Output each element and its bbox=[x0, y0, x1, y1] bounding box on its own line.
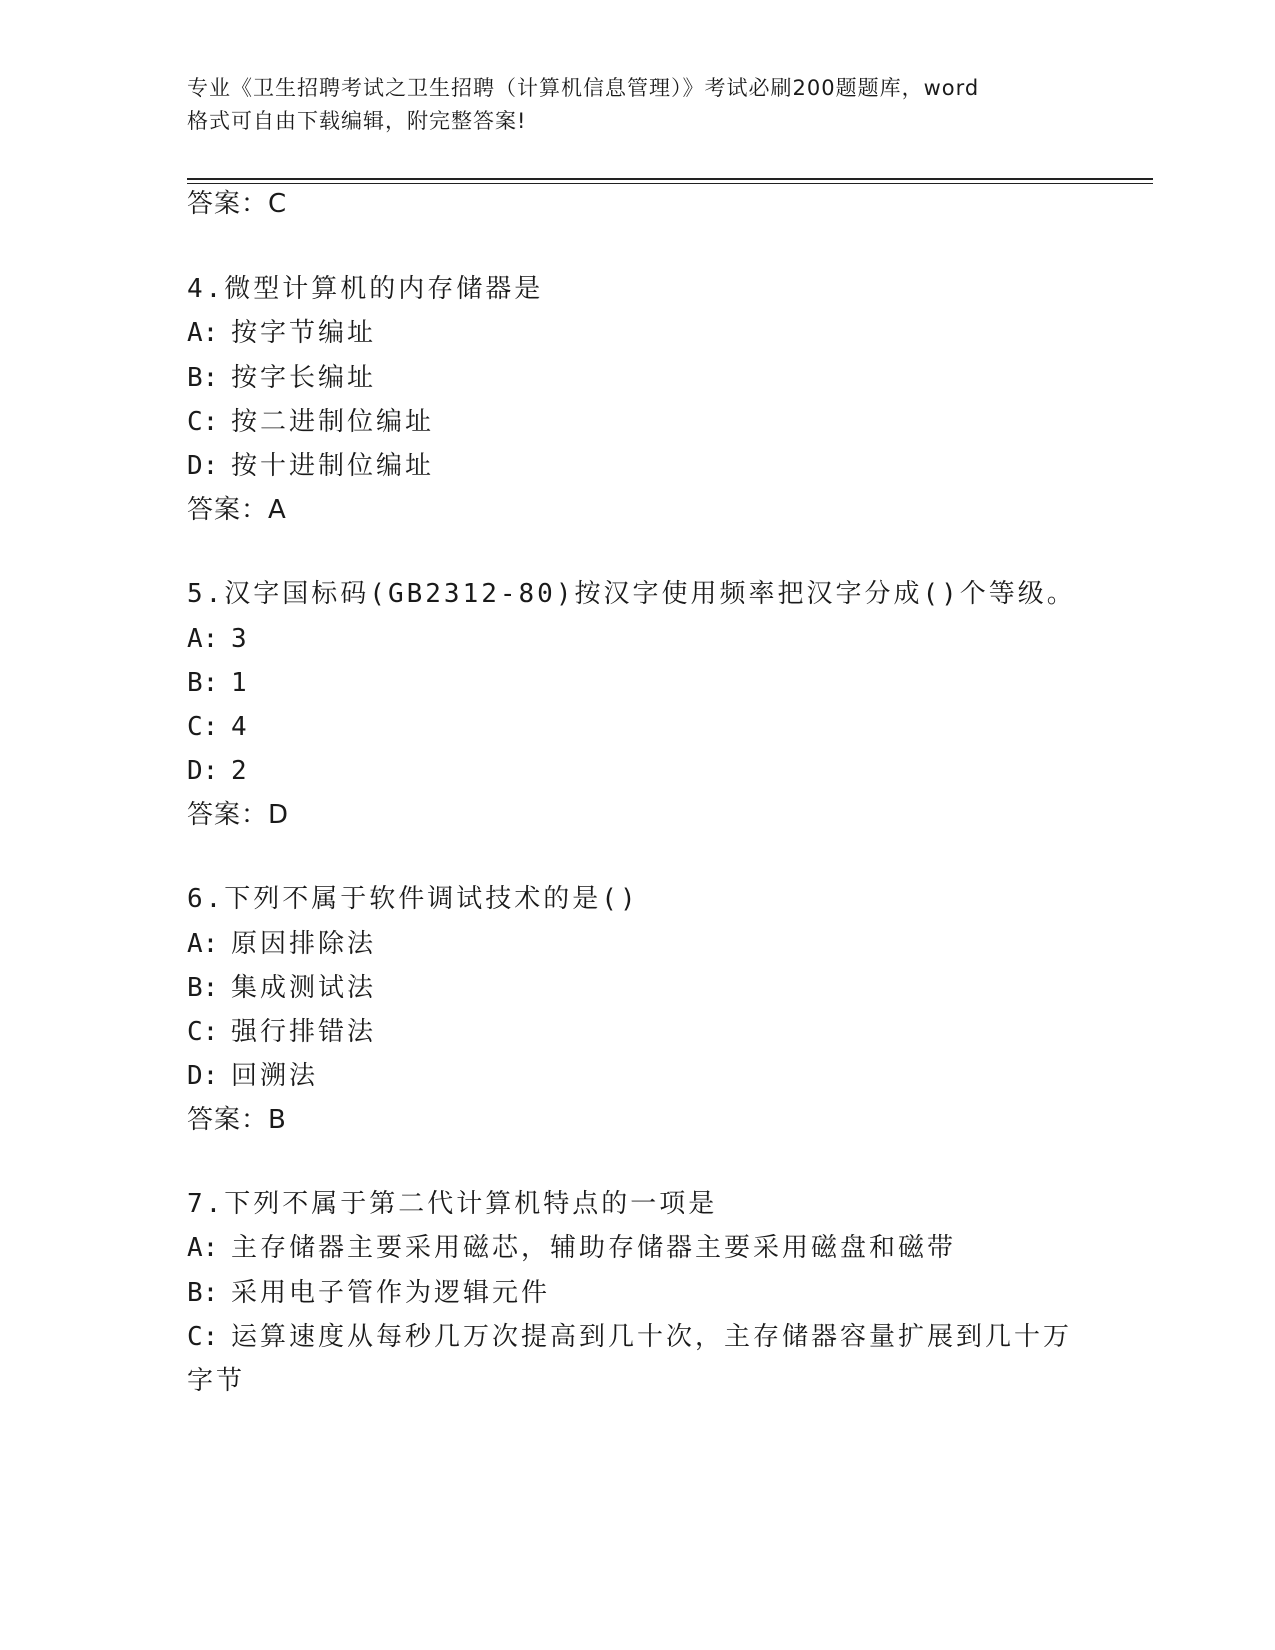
question-6-option-c bbox=[187, 1016, 376, 1048]
option-prefix: B: bbox=[187, 973, 219, 1003]
option-text: 采用电子管作为逻辑元件 bbox=[231, 1278, 551, 1308]
option-text: 集成测试法 bbox=[231, 973, 377, 1003]
option-prefix: C: bbox=[187, 1017, 219, 1047]
option-prefix: B: bbox=[187, 668, 219, 698]
option-text: 回溯法 bbox=[231, 1061, 319, 1091]
question-6-stem: 6.下列不属于软件调试技术的是() bbox=[187, 884, 639, 914]
option-prefix: D: bbox=[187, 451, 219, 481]
option-text: 强行排错法 bbox=[231, 1017, 377, 1047]
header-rule-thick bbox=[187, 178, 1153, 180]
option-prefix: C: bbox=[187, 712, 219, 742]
option-text: 运算速度从每秒几万次提高到几十次，主存储器容量扩展到几十万 bbox=[231, 1322, 1073, 1352]
header-rule-thin bbox=[187, 183, 1153, 184]
question-7-stem: 7.下列不属于第二代计算机特点的一项是 bbox=[187, 1189, 718, 1219]
option-text: 3 bbox=[231, 624, 250, 654]
option-prefix: A: bbox=[187, 318, 219, 348]
header-line-2: 格式可自由下载编辑，附完整答案! bbox=[187, 109, 527, 133]
option-prefix: B: bbox=[187, 1278, 219, 1308]
answer-q3: 答案：C bbox=[187, 189, 288, 219]
question-4-option-d bbox=[187, 450, 434, 482]
option-text: 按二进制位编址 bbox=[231, 407, 435, 437]
question-5-stem: 5.汉字国标码(GB2312-80)按汉字使用频率把汉字分成()个等级。 bbox=[187, 579, 1076, 609]
option-text: 2 bbox=[231, 756, 250, 786]
option-prefix: A: bbox=[187, 624, 219, 654]
option-text: 主存储器主要采用磁芯，辅助存储器主要采用磁盘和磁带 bbox=[231, 1233, 957, 1263]
answer-q5: 答案：D bbox=[187, 800, 290, 830]
question-4-option-c bbox=[187, 406, 434, 438]
question-4-stem: 4.微型计算机的内存储器是 bbox=[187, 274, 544, 304]
question-6-option-b bbox=[187, 972, 376, 1004]
question-7-option-c-continued: 字节 bbox=[187, 1366, 246, 1396]
question-5-option-c bbox=[187, 711, 250, 743]
question-6-option-a bbox=[187, 928, 376, 960]
option-text: 原因排除法 bbox=[231, 929, 377, 959]
question-4-option-b bbox=[187, 362, 376, 394]
option-prefix: B: bbox=[187, 363, 219, 393]
answer-q6: 答案：B bbox=[187, 1105, 287, 1135]
question-7-option-b bbox=[187, 1277, 550, 1309]
document-header bbox=[187, 72, 1087, 138]
option-prefix: A: bbox=[187, 929, 219, 959]
option-text: 按十进制位编址 bbox=[231, 451, 435, 481]
question-5-option-a bbox=[187, 623, 250, 655]
option-text: 1 bbox=[231, 668, 250, 698]
option-prefix: D: bbox=[187, 1061, 219, 1091]
question-6-option-d bbox=[187, 1060, 318, 1092]
option-prefix: A: bbox=[187, 1233, 219, 1263]
question-7-option-c bbox=[187, 1321, 1072, 1353]
option-prefix: D: bbox=[187, 756, 219, 786]
question-5-option-b bbox=[187, 667, 250, 699]
option-text: 4 bbox=[231, 712, 250, 742]
answer-q4: 答案：A bbox=[187, 495, 287, 525]
header-line-1: 专业《卫生招聘考试之卫生招聘（计算机信息管理）》考试必刷200题题库，word bbox=[187, 76, 980, 100]
question-7-option-a bbox=[187, 1232, 956, 1264]
question-4-option-a bbox=[187, 317, 376, 349]
question-5-option-d bbox=[187, 755, 250, 787]
option-prefix: C: bbox=[187, 407, 219, 437]
option-text: 按字节编址 bbox=[231, 318, 377, 348]
option-text: 按字长编址 bbox=[231, 363, 377, 393]
option-prefix: C: bbox=[187, 1322, 219, 1352]
